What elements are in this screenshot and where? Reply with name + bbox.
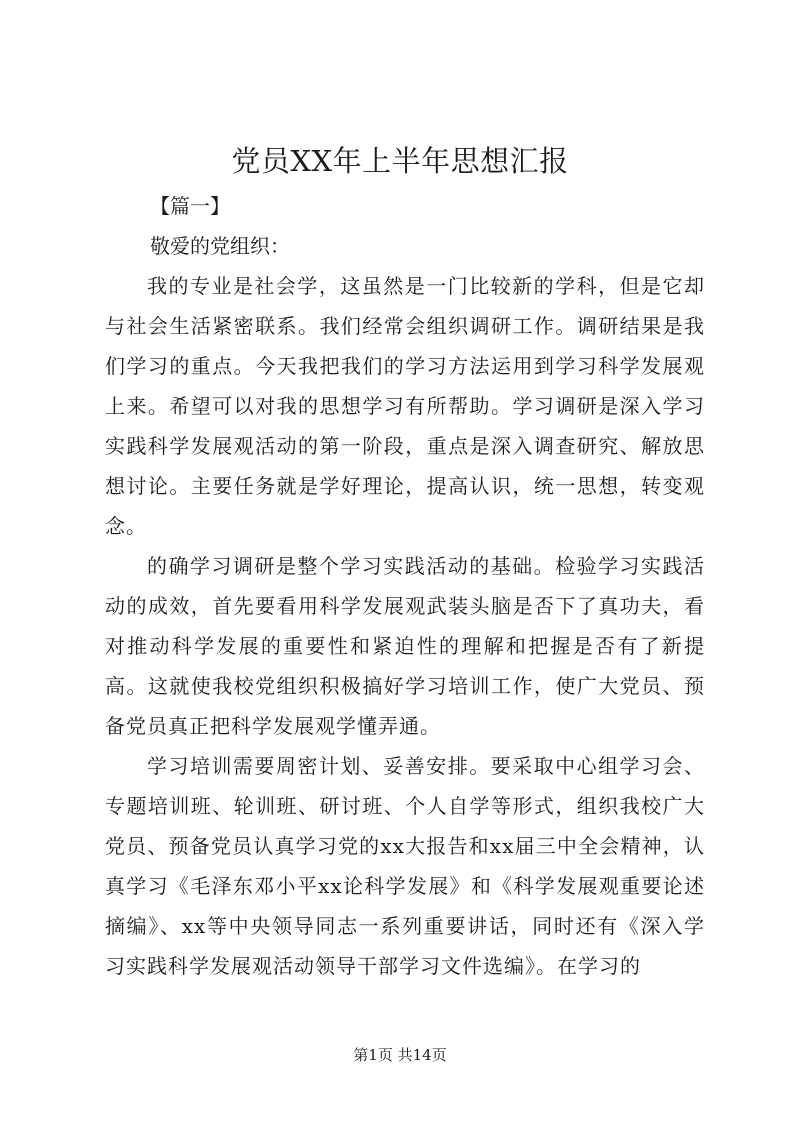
paragraph: 的确学习调研是整个学习实践活动的基础。检验学习实践活动的成效，首先要看用科学发展观武装头脑是否下了真功夫，看对推动科学发展的重要性和紧迫性的理解和把握是否有了新提高。这就使我校党组织积极搞好学习培训工作，使广大党员、预备党员真正把科学发展观学懂弄通。 [105,554,705,738]
page-footer: 第1页 共14页 [353,1046,447,1064]
paragraph: 我的专业是社会学，这虽然是一门比较新的学科，但是它却与社会生活紧密联系。我们经常会组织调研工作。调研结果是我们学习的重点。今天我把我们的学习方法运用到学习科学发展观上来。希望可以对我的思想学习有所帮助。学习调研是深入学习实践科学发展观活动的第一阶段，重点是深入调查研究、解放思想讨论。主要任务就是学好理论，提高认识，统一思想，转变观念。 [105,274,705,538]
section-label: 【篇一】 [150,194,230,218]
document-title: 党员XX年上半年思想汇报 [231,144,569,178]
salutation: 敬爱的党组织： [150,234,290,258]
paragraph: 学习培训需要周密计划、妥善安排。要采取中心组学习会、专题培训班、轮训班、研讨班、个人自学等形式，组织我校广大党员、预备党员认真学习党的xx大报告和xx届三中全会精神，认真学习《毛泽东邓小平xx论科学发展》和《科学发展观重要论述摘编》、xx等中央领导同志一系列重要讲话，同时还有《深入学习实践科学发展观活动领导干部学习文件选编》。在学习的 [105,754,705,978]
body-text [105,266,705,986]
